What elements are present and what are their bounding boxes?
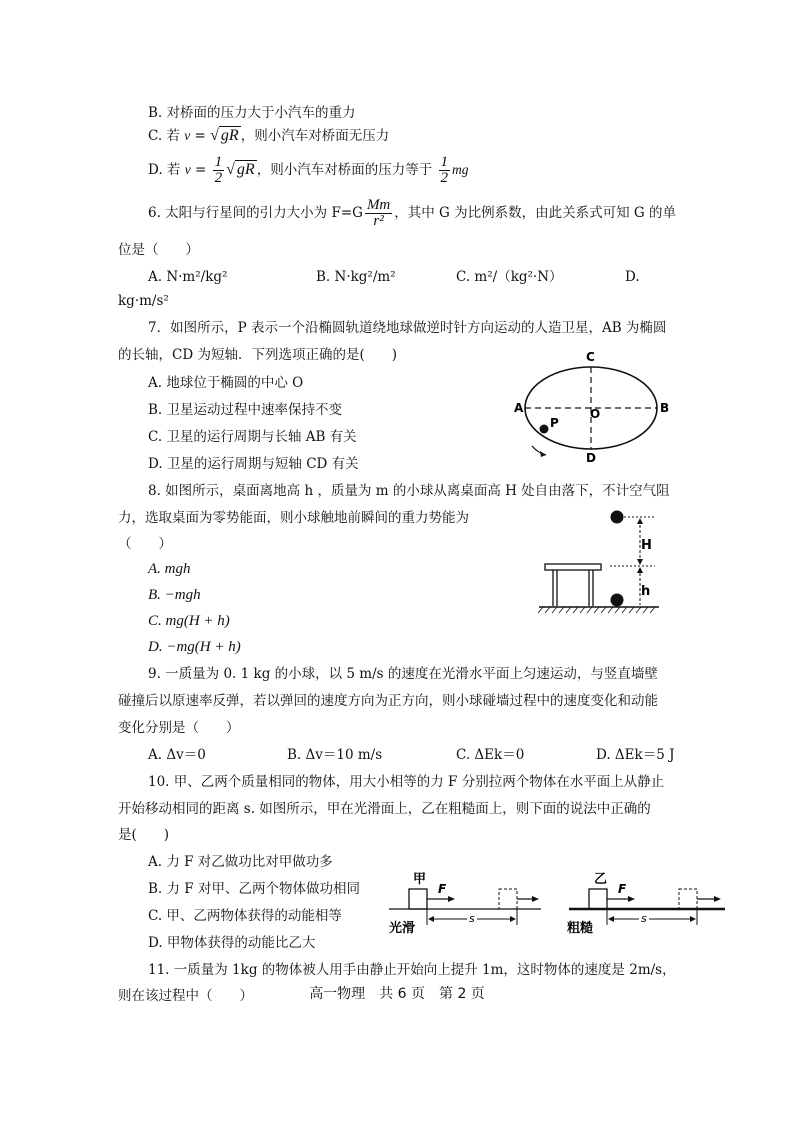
q6-frac [365,198,392,229]
q5-d-sqrt: √ gR [226,161,255,178]
s-arrowhead-right [510,916,516,922]
q7-option-b: B. 卫星运动过程中速率保持不变 [148,402,343,418]
ball-ground [611,594,624,607]
q6-stem-c: 位是（ ） [118,242,199,258]
q5-d-radicand: gR [236,161,255,178]
force-arrowhead-yi [628,896,635,902]
q8-option-a: A. mgh [148,561,191,577]
q10-stem-line3: 是( ) [118,827,170,843]
q10-smooth-surface-figure [385,865,545,937]
q5-d-frac-den: 2 [214,170,223,186]
q9-option-a: A. Δv＝0 [148,747,206,763]
q11-stem-line1: 11. 一质量为 1kg 的物体被人用手由静止开始向上提升 1m，这时物体的速度是 2m/s， [148,962,676,978]
q6-option-d: D. [625,269,640,285]
q9-option-c: C. ΔEk＝0 [456,747,525,763]
label-d: D [586,451,596,465]
q10-option-c: C. 甲、乙两物体获得的动能相等 [148,908,342,924]
label-b: B [660,401,670,415]
q8-option-d: D. −mg(H + h) [148,639,241,655]
q5-d-frac [213,155,225,186]
s-arrowhead-right-rough [690,916,696,922]
q5-c-eq: = [190,128,211,144]
q9-stem-line3: 变化分别是（ ） [118,720,240,736]
block-jia [409,889,427,909]
q10-stem-line1: 10. 甲、乙两个质量相同的物体，用大小相等的力 F 分别拉两个物体在水平面上从静止 [148,774,665,790]
q7-ellipse-orbit-figure [510,345,670,470]
q5-c-radicand: gR [220,127,239,144]
label-o: O [590,407,601,421]
q5-d-frac2-den: 2 [440,170,448,186]
force-arrowhead-jia [448,896,455,902]
q9-stem-line2: 碰撞后以原速率反弹，若以弹回的速度方向为正方向，则小球碰墙过程中的速度变化和动能 [118,693,658,709]
q9-option-d: D. ΔEk＝5 J [596,747,675,763]
q7-stem-line2: 的长轴，CD 为短轴．下列选项正确的是( ) [118,347,397,363]
q5-option-b: B. 对桥面的压力大于小汽车的重力 [148,105,356,121]
label-yi: 乙 [594,872,608,887]
q9-option-b: B. Δv＝10 m/s [287,747,383,763]
q5-d-prefix: D. 若 [148,162,181,178]
q10-option-b: B. 力 F 对甲、乙两个物体做功相同 [148,881,360,897]
ball-top [611,511,624,524]
q5-d-mg: mg [452,162,469,177]
direction-arrowhead [540,451,546,457]
label-f-jia: F [438,882,447,896]
q5-option-c [148,127,389,145]
page-footer: 高一物理 共 6 页 第 2 页 [309,986,485,1002]
q11-stem-line2: 则在该过程中（ ） [118,988,253,1004]
label-a: A [514,401,524,415]
q6-frac-num: Mm [366,197,391,213]
label-p: P [550,416,559,430]
q5-d-v: v [184,162,191,177]
h-upper-arrowhead-bottom [637,559,643,565]
block-yi [589,889,607,909]
q5-c-suffix: ，则小汽车对桥面无压力 [240,128,390,144]
q7-option-d: D. 卫星的运行周期与短轴 CD 有关 [148,456,359,472]
q5-d-frac2-num: 1 [440,154,448,170]
s-arrowhead-left [428,916,434,922]
q5-option-d: D. 若 v = $\frac{1}{2}$ √ gR ，则小汽车对桥面的压力等于 $\frac{1}{2}$ mg [148,154,469,186]
label-small-h: h [641,584,651,599]
h-lower-arrowhead-top [637,567,643,573]
ground-hatching [538,607,655,613]
h-upper-arrowhead-top [637,518,643,524]
label-s-smooth: s [469,912,475,925]
q6-option-c: C. m²/（kg²·N） [456,269,563,285]
label-rough: 粗糙 [567,921,594,936]
q6-option-b: B. N·kg²/m² [316,269,396,285]
q8-stem-line2: 力，选取桌面为零势能面，则小球触地前瞬间的重力势能为 [118,510,469,526]
s-arrowhead-left-rough [608,916,614,922]
q5-c-v: v [184,128,191,143]
q6-stem-a: 6. 太阳与行星间的引力大小为 F=G [148,205,363,221]
label-f-yi: F [618,882,627,896]
q8-option-b: B. −mgh [148,587,201,603]
q6-stem [148,198,676,229]
q5-c-prefix: C. 若 [148,128,180,144]
q6-frac-den: r² [373,213,384,229]
q8-table-ball-figure [535,505,665,620]
q7-option-a: A. 地球位于椭圆的中心 O [148,375,304,391]
q5-d-frac2 [439,155,451,186]
q5-d-mid: ，则小汽车对桥面的压力等于 [256,162,433,178]
q5-d-frac-num: 1 [214,154,223,170]
q8-stem-line1: 8. 如图所示，桌面离地高 h ，质量为 m 的小球从离桌面高 H 处自由落下，不计空气阻 [148,483,670,499]
q9-stem-line1: 9. 一质量为 0. 1 kg 的小球，以 5 m/s 的速度在光滑水平面上匀速运动，与竖直墙壁 [148,666,658,682]
q8-stem-line3: （ ） [118,536,172,552]
q6-option-a: A. N·m²/kg² [148,269,228,285]
q6-stem-b: ，其中 G 为比例系数，由此关系式可知 G 的单 [394,205,676,221]
q7-stem-line1: 7．如图所示，P 表示一个沿椭圆轨道绕地球做逆时针方向运动的人造卫星，AB 为椭圆 [148,320,667,336]
label-jia: 甲 [413,872,427,887]
block-jia-final-dashed [499,889,517,909]
q10-stem-line2: 开始移动相同的距离 s. 如图所示，甲在光滑面上，乙在粗糙面上，则下面的说法中正确的 [118,801,651,817]
q6-option-d-cont: kg·m/s² [118,293,169,309]
force-arrowhead-jia-final [532,896,539,902]
force-arrowhead-yi-final [714,896,721,902]
label-s-rough: s [641,912,647,925]
q5-c-sqrt: √ gR [210,127,239,144]
block-yi-final-dashed [679,889,697,909]
q10-option-a: A. 力 F 对乙做功比对甲做功多 [148,854,333,870]
q7-option-c: C. 卫星的运行周期与长轴 AB 有关 [148,429,357,445]
q10-option-d: D. 甲物体获得的动能比乙大 [148,935,316,951]
label-c: C [586,350,595,364]
q10-rough-surface-figure [565,865,730,937]
tabletop [545,564,601,570]
label-big-h: H [641,538,652,553]
label-smooth: 光滑 [389,921,416,936]
satellite-p-dot [540,425,549,434]
q8-option-c: C. mg(H + h) [148,613,230,629]
